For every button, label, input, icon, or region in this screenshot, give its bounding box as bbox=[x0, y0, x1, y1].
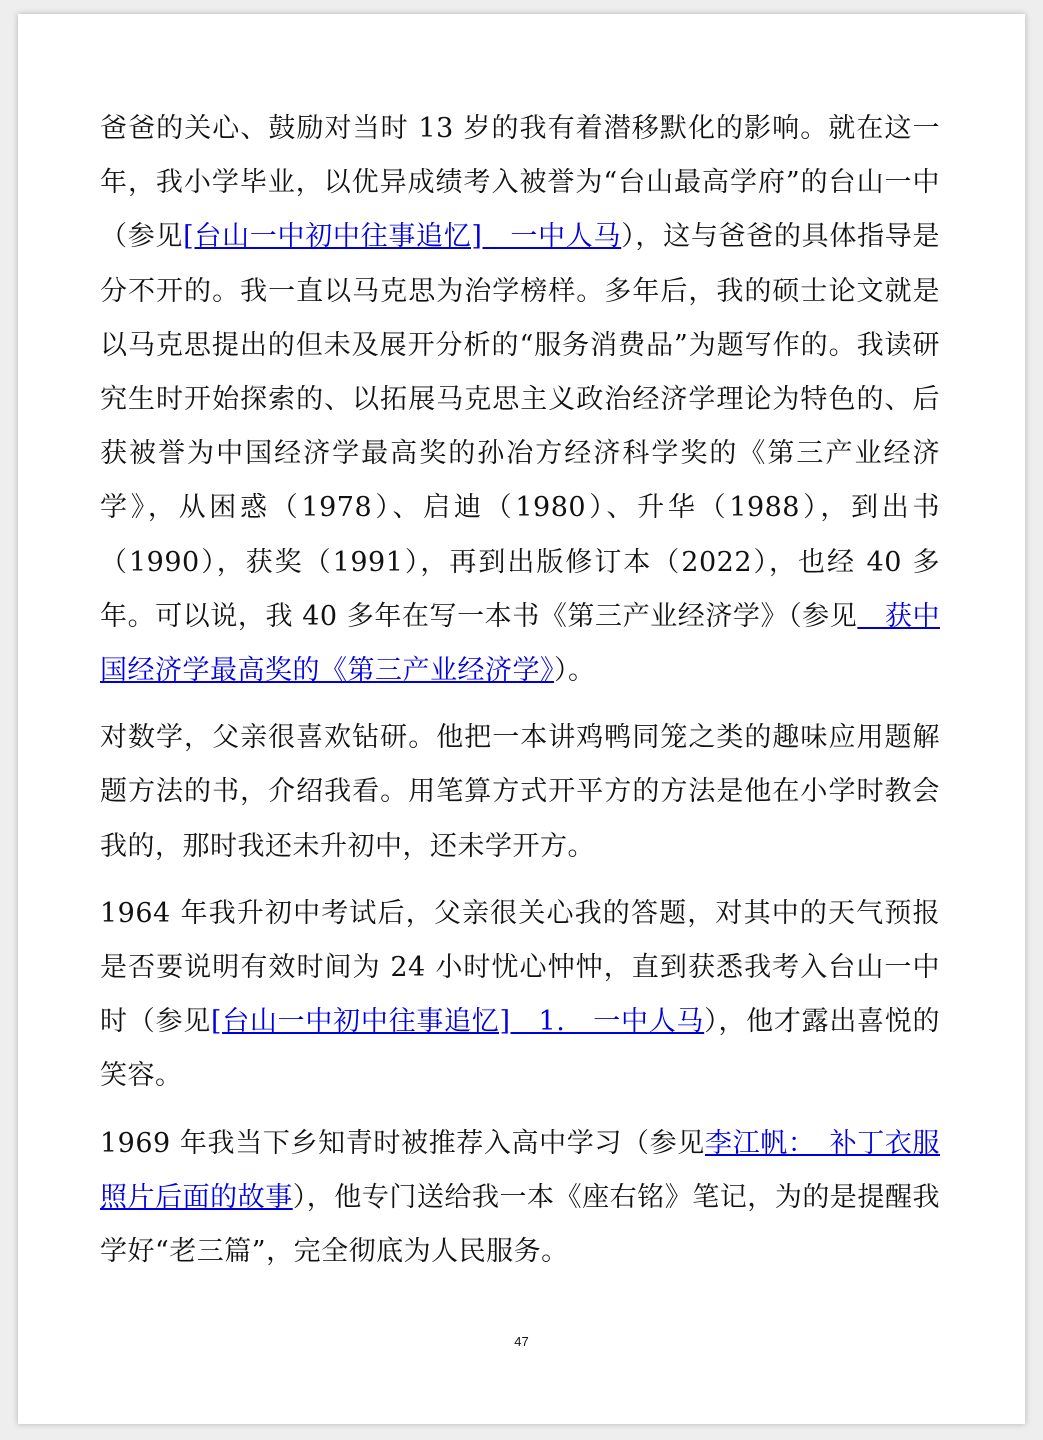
page-number: 47 bbox=[514, 1334, 529, 1349]
link-patched-clothes-story[interactable]: 李江帆： 补丁衣服照片后面的故事 bbox=[100, 1127, 941, 1213]
paragraph-2 bbox=[100, 711, 940, 874]
paragraph-1 bbox=[100, 102, 940, 698]
paragraph-text: ），他才露出喜悦的笑容。 bbox=[100, 1006, 941, 1092]
paragraph-3 bbox=[100, 887, 940, 1104]
paragraph-text: 1964 年我升初中考试后，父亲很关心我的答题，对其中的天气预报是否要说明有效时间为 24 小时忧心忡忡，直到获悉我考入台山一中时（参见 bbox=[100, 897, 940, 1038]
paragraph-text: ），他专门送给我一本《座右铭》笔记，为的是提醒我学好“老三篇”，完全彻底为人民服务。 bbox=[100, 1181, 940, 1268]
link-taishan-memoir[interactable]: [台山一中初中往事追忆] 一中人马 bbox=[183, 221, 622, 253]
link-taishan-memoir-part1[interactable]: [台山一中初中往事追忆] 1. 一中人马 bbox=[210, 1006, 705, 1038]
link-tertiary-industry-economics[interactable]: 获中国经济学最高奖的《第三产业经济学》 bbox=[100, 600, 940, 687]
page-body bbox=[100, 102, 940, 1292]
paragraph-text: 爸爸的关心、鼓励对当时 13 岁的我有着潜移默化的影响。就在这一年，我小学毕业，以优异成绩考入被誉为“台山最高学府”的台山一中（参见 bbox=[100, 113, 940, 253]
paragraph-text: ），这与爸爸的具体指导是分不开的。我一直以马克思为治学榜样。多年后，我的硕士论文就是以马克思提出的但未及展开分析的“服务消费品”为题写作的。我读研究生时开始探索的、以拓展马克思主义政治经济学理论为特色的、后获被誉为中国经济学最高奖的孙冶方经济科学奖的《第三产业经济学》，从困惑（1978）、启迪（1980）、升华（1988），到出书（1990），获奖（1991），再到出版修订本（2022），也经 40 多年。可以说，我 40 多年在写一本书《第三产业经济学》（参见 bbox=[100, 221, 940, 632]
paragraph-text: 对数学，父亲很喜欢钻研。他把一本讲鸡鸭同笼之类的趣味应用题解题方法的书，介绍我看。用笔算方式开平方的方法是他在小学时教会我的，那时我还未升初中，还未学开方。 bbox=[100, 722, 940, 862]
paragraph-text: ）。 bbox=[554, 655, 596, 687]
document-page bbox=[18, 14, 1025, 1424]
paragraph-text: 1969 年我当下乡知青时被推荐入高中学习（参见 bbox=[100, 1127, 705, 1159]
paragraph-4 bbox=[100, 1117, 940, 1280]
